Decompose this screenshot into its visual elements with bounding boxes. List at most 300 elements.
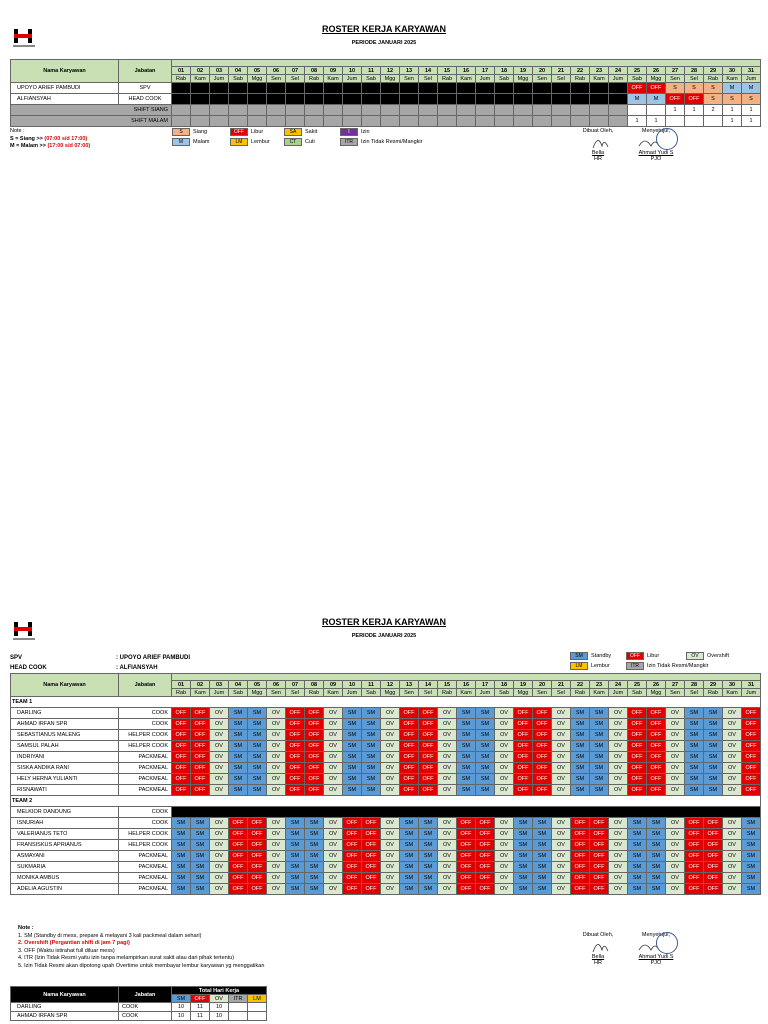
employee-job: PACKMEAL [119, 884, 172, 895]
shift-cell: SM [172, 873, 191, 884]
shift-cell: OV [381, 730, 400, 741]
shift-cell: OV [438, 763, 457, 774]
shift-cell: SM [514, 840, 533, 851]
shift-cell: SM [362, 719, 381, 730]
note-siang-time: (07:00 s/d 17:00) [44, 135, 88, 142]
shift-cell: OV [666, 774, 685, 785]
shift-cell: OFF [400, 774, 419, 785]
count-cell [590, 105, 609, 116]
day-number: 23 [590, 681, 609, 689]
shift-cell: OV [495, 741, 514, 752]
count-cell [267, 116, 286, 127]
count-cell [590, 116, 609, 127]
shift-cell [172, 94, 191, 105]
count-cell [248, 116, 267, 127]
shift-cell: OV [666, 851, 685, 862]
weekday: Sel [286, 689, 305, 697]
shift-cell: SM [628, 873, 647, 884]
shift-cell: SM [419, 873, 438, 884]
shift-cell: OV [552, 862, 571, 873]
shift-cell [267, 83, 286, 94]
shift-cell: SM [362, 708, 381, 719]
count-cell [609, 116, 628, 127]
shift-cell: OV [723, 719, 742, 730]
shift-siang-row-label: SHIFT SIANG [11, 105, 172, 116]
shift-cell [229, 83, 248, 94]
weekday: Mgg [647, 75, 666, 83]
shift-cell: S [742, 94, 761, 105]
day-number: 13 [400, 681, 419, 689]
shift-cell: SM [647, 818, 666, 829]
day-number: 14 [419, 681, 438, 689]
employee-job: COOK [119, 818, 172, 829]
shift-cell: OFF [647, 785, 666, 796]
shift-cell: OFF [647, 741, 666, 752]
count-cell [457, 116, 476, 127]
summary-value [248, 1003, 267, 1012]
shift-cell [590, 83, 609, 94]
employee-job: COOK [119, 708, 172, 719]
shift-cell: SM [571, 752, 590, 763]
shift-cell: OV [495, 851, 514, 862]
shift-cell: OFF [628, 763, 647, 774]
employee-name: SISKA ANDIKA RANI [11, 763, 119, 774]
count-cell [419, 105, 438, 116]
shift-cell: OFF [172, 741, 191, 752]
shift-cell: SM [343, 752, 362, 763]
shift-cell: OFF [400, 708, 419, 719]
shift-cell: OFF [286, 785, 305, 796]
legend-code: OFF [626, 652, 644, 660]
shift-cell: OV [495, 730, 514, 741]
day-number: 02 [191, 681, 210, 689]
shift-cell: OV [381, 774, 400, 785]
shift-cell: SM [704, 752, 723, 763]
shift-cell: OFF [628, 774, 647, 785]
shift-cell: OV [666, 818, 685, 829]
shift-cell: OV [438, 774, 457, 785]
count-cell: 1 [685, 105, 704, 116]
shift-cell: OV [381, 785, 400, 796]
shift-cell: OV [609, 763, 628, 774]
weekday: Rab [172, 75, 191, 83]
shift-cell [495, 94, 514, 105]
shift-cell: OFF [172, 763, 191, 774]
shift-cell: SM [514, 829, 533, 840]
shift-cell: OV [438, 851, 457, 862]
shift-cell: OV [495, 719, 514, 730]
shift-cell: OFF [343, 851, 362, 862]
shift-cell: OV [210, 862, 229, 873]
shift-cell: OFF [590, 840, 609, 851]
shift-cell: SM [514, 851, 533, 862]
shift-cell: OV [324, 785, 343, 796]
employee-name: AHMAD IRFAN SPR [11, 719, 119, 730]
shift-cell: OV [495, 763, 514, 774]
day-number: 06 [267, 681, 286, 689]
shift-cell: OFF [590, 829, 609, 840]
weekday: Kam [324, 689, 343, 697]
shift-cell: SM [647, 829, 666, 840]
shift-cell: OV [381, 752, 400, 763]
shift-cell: SM [419, 884, 438, 895]
shift-cell [191, 94, 210, 105]
note-malam-time: (17:00 s/d 07:00) [47, 143, 91, 149]
day-number: 10 [343, 681, 362, 689]
shift-cell: OFF [172, 785, 191, 796]
shift-cell: OV [324, 774, 343, 785]
shift-cell: OFF [457, 818, 476, 829]
weekday: Rab [438, 689, 457, 697]
employee-job: SPV [119, 83, 172, 94]
day-number: 25 [628, 681, 647, 689]
approved-by-name: Ahmad Yudi S [638, 150, 674, 156]
day-number: 24 [609, 67, 628, 75]
shift-cell [324, 94, 343, 105]
day-number: 03 [210, 67, 229, 75]
shift-cell: SM [742, 829, 761, 840]
shift-cell: OV [324, 840, 343, 851]
shift-cell: SM [476, 785, 495, 796]
shift-cell: OFF [419, 774, 438, 785]
shift-cell [324, 83, 343, 94]
shift-cell: SM [590, 763, 609, 774]
weekday: Rab [571, 689, 590, 697]
shift-cell [438, 83, 457, 94]
shift-cell: SM [400, 873, 419, 884]
weekday: Kam [723, 689, 742, 697]
shift-cell: SM [590, 730, 609, 741]
employee-name: AHMAD IRFAN SPR [11, 1012, 119, 1021]
shift-cell: OFF [476, 884, 495, 895]
count-cell [552, 105, 571, 116]
shift-cell: OFF [172, 730, 191, 741]
column-header-name: Nama Karyawan [11, 60, 119, 83]
day-number: 19 [514, 681, 533, 689]
shift-cell: OV [210, 818, 229, 829]
day-number: 09 [324, 67, 343, 75]
count-cell [210, 105, 229, 116]
summary-value [229, 1012, 248, 1021]
legend-label: Lembur [251, 139, 270, 145]
shift-cell [400, 94, 419, 105]
shift-cell: OV [609, 785, 628, 796]
note-line: 2. Overshift (Pergantian shift di jam 7 pagi) [18, 940, 130, 946]
shift-cell: SM [419, 818, 438, 829]
shift-cell: SM [362, 741, 381, 752]
approved-by-label-2: Menyetujui, [641, 932, 671, 938]
shift-cell: S [666, 83, 685, 94]
note-block [10, 128, 170, 151]
legend-code: SM [570, 652, 588, 660]
employee-name: ISNURIAH [11, 818, 119, 829]
shift-cell: SM [647, 862, 666, 873]
shift-cell: OV [666, 873, 685, 884]
shift-cell: SM [647, 884, 666, 895]
day-number: 12 [381, 67, 400, 75]
shift-cell: SM [590, 785, 609, 796]
weekday: Sel [419, 75, 438, 83]
shift-cell: OFF [362, 829, 381, 840]
shift-cell: SM [647, 840, 666, 851]
count-cell [495, 105, 514, 116]
stamp-2 [630, 938, 682, 954]
shift-cell: SM [305, 840, 324, 851]
shift-cell: OV [723, 774, 742, 785]
shift-cell: OFF [476, 851, 495, 862]
period-subtitle-2: PERIODE JANUARI 2025 [351, 633, 417, 639]
day-number: 16 [457, 67, 476, 75]
spv-label: SPV [10, 655, 23, 661]
shift-cell: OFF [248, 840, 267, 851]
shift-cell: SM [476, 763, 495, 774]
day-number: 01 [172, 681, 191, 689]
note-siang: S = Siang >> [10, 135, 45, 142]
shift-cell: OV [324, 708, 343, 719]
weekday: Kam [457, 689, 476, 697]
shift-cell: SM [628, 818, 647, 829]
employee-name: DARLING [11, 1003, 119, 1012]
shift-cell: SM [191, 873, 210, 884]
column-header-name: Nama Karyawan [11, 987, 119, 1003]
shift-cell: SM [362, 785, 381, 796]
employee-job: HELPER COOK [119, 829, 172, 840]
weekday: Mgg [381, 75, 400, 83]
shift-cell: SM [419, 862, 438, 873]
day-number: 11 [362, 681, 381, 689]
shift-cell: SM [172, 862, 191, 873]
shift-cell: SM [590, 752, 609, 763]
company-stamp-icon [656, 128, 678, 150]
summary-value: 10 [172, 1003, 191, 1012]
count-cell [552, 116, 571, 127]
shift-cell: SM [704, 741, 723, 752]
shift-cell: SM [419, 829, 438, 840]
shift-cell: OV [438, 884, 457, 895]
count-cell [609, 105, 628, 116]
shift-cell: SM [476, 708, 495, 719]
weekday: Rab [438, 75, 457, 83]
weekday: Sen [666, 689, 685, 697]
shift-cell: SM [248, 730, 267, 741]
shift-cell: OV [267, 785, 286, 796]
shift-cell: OV [723, 862, 742, 873]
count-cell [343, 105, 362, 116]
employee-job: COOK [119, 1012, 172, 1021]
shift-cell: OFF [514, 708, 533, 719]
shift-cell: OV [438, 752, 457, 763]
shift-cell: OFF [685, 862, 704, 873]
shift-cell [514, 94, 533, 105]
team-label: TEAM 1 [11, 697, 761, 708]
day-number: 21 [552, 67, 571, 75]
shift-cell: OV [609, 719, 628, 730]
summary-value: 10 [172, 1012, 191, 1021]
shift-cell: SM [704, 708, 723, 719]
shift-cell: SM [400, 884, 419, 895]
signature-made [575, 128, 621, 162]
shift-cell: OFF [362, 873, 381, 884]
weekday: Jum [609, 689, 628, 697]
count-cell [248, 105, 267, 116]
shift-cell: OV [552, 840, 571, 851]
shift-cell: SM [343, 730, 362, 741]
legend-label: Izin Tidak Resmi/Mangkir [361, 139, 423, 145]
shift-cell: SM [533, 840, 552, 851]
shift-cell: SM [172, 840, 191, 851]
shift-cell: OV [438, 840, 457, 851]
day-number: 29 [704, 67, 723, 75]
weekday: Sen [533, 75, 552, 83]
weekday: Sen [666, 75, 685, 83]
shift-cell: SM [533, 818, 552, 829]
day-number: 07 [286, 681, 305, 689]
shift-cell: OV [324, 884, 343, 895]
shift-cell: OFF [685, 94, 704, 105]
shift-cell: OFF [286, 774, 305, 785]
shift-cell: OV [210, 719, 229, 730]
shift-cell: OV [381, 708, 400, 719]
weekday: Sab [495, 689, 514, 697]
count-cell [267, 105, 286, 116]
shift-cell: SM [704, 774, 723, 785]
shift-cell: OV [210, 873, 229, 884]
shift-cell: OFF [685, 818, 704, 829]
shift-cell: OV [267, 763, 286, 774]
weekday: Mgg [647, 689, 666, 697]
shift-cell: OV [210, 752, 229, 763]
day-number: 08 [305, 681, 324, 689]
note-line: 5. Izin Tidak Resmi akan dipotong upah Overtime untuk membayar lembur karyawan yg menggatikan [18, 962, 265, 969]
shift-cell: OFF [647, 774, 666, 785]
count-cell [191, 105, 210, 116]
shift-cell: OFF [191, 730, 210, 741]
made-by-label: Dibuat Oleh, [582, 128, 614, 134]
employee-job: PACKMEAL [119, 851, 172, 862]
shift-cell: OFF [590, 818, 609, 829]
shift-cell [381, 83, 400, 94]
shift-cell: OV [552, 851, 571, 862]
weekday: Rab [571, 75, 590, 83]
count-cell [381, 116, 400, 127]
employee-name: ADELIA AGUSTIN [11, 884, 119, 895]
day-number: 05 [248, 67, 267, 75]
summary-value: 11 [191, 1012, 210, 1021]
shift-cell: OFF [533, 719, 552, 730]
shift-cell: SM [533, 884, 552, 895]
count-cell [476, 116, 495, 127]
weekday: Rab [172, 689, 191, 697]
weekday: Jum [343, 689, 362, 697]
shift-cell: M [742, 83, 761, 94]
legend-item [570, 652, 611, 660]
shift-cell: OV [609, 851, 628, 862]
shift-cell: OV [324, 741, 343, 752]
shift-cell [381, 94, 400, 105]
count-cell [286, 116, 305, 127]
shift-cell: SM [343, 708, 362, 719]
shift-cell: OFF [229, 829, 248, 840]
employee-job: HELPER COOK [119, 741, 172, 752]
shift-cell: OFF [419, 763, 438, 774]
weekday: Kam [191, 75, 210, 83]
weekday: Kam [324, 75, 343, 83]
page-title: ROSTER KERJA KARYAWAN [321, 24, 447, 34]
shift-cell: SM [742, 873, 761, 884]
shift-cell: OV [267, 774, 286, 785]
shift-cell: OV [495, 785, 514, 796]
weekday: Kam [457, 75, 476, 83]
month-header [172, 60, 761, 67]
shift-cell: OFF [343, 840, 362, 851]
shift-cell [457, 83, 476, 94]
signature-scribble-2 [575, 938, 621, 954]
shift-cell: OFF [704, 851, 723, 862]
shift-cell: OV [495, 884, 514, 895]
weekday: Sen [400, 689, 419, 697]
shift-cell [571, 83, 590, 94]
shift-cell: OFF [742, 730, 761, 741]
legend-code: ITR [340, 138, 358, 146]
shift-cell: OFF [533, 774, 552, 785]
shift-cell: SM [229, 730, 248, 741]
shift-cell: SM [191, 851, 210, 862]
shift-cell: SM [685, 741, 704, 752]
shift-cell: OV [438, 730, 457, 741]
shift-cell: OFF [229, 873, 248, 884]
shift-cell: SM [742, 884, 761, 895]
legend-code: OFF [230, 128, 248, 136]
employee-job: COOK [119, 719, 172, 730]
shift-cell: SM [191, 829, 210, 840]
shift-cell: OFF [628, 708, 647, 719]
shift-cell: OV [210, 708, 229, 719]
shift-cell: OV [324, 818, 343, 829]
employee-name: RISNAWATI [11, 785, 119, 796]
shift-cell: OV [552, 884, 571, 895]
shift-cell: SM [248, 763, 267, 774]
shift-cell: OV [381, 873, 400, 884]
legend-item [626, 652, 659, 660]
shift-cell: OFF [172, 752, 191, 763]
legend-item [284, 128, 317, 136]
count-cell: 2 [704, 105, 723, 116]
count-cell [229, 116, 248, 127]
day-number: 07 [286, 67, 305, 75]
shift-cell: SM [514, 884, 533, 895]
shift-cell: OV [609, 730, 628, 741]
shift-cell: OFF [590, 851, 609, 862]
shift-cell: OFF [362, 840, 381, 851]
shift-cell: OFF [647, 763, 666, 774]
shift-cell: OFF [248, 829, 267, 840]
shift-cell: OV [666, 763, 685, 774]
page-title-2: ROSTER KERJA KARYAWAN [321, 617, 447, 627]
shift-cell: OFF [685, 851, 704, 862]
shift-cell: OFF [514, 730, 533, 741]
legend-item [626, 662, 708, 670]
shift-cell: OFF [628, 741, 647, 752]
shift-cell: SM [419, 840, 438, 851]
note-label: Note : [10, 128, 25, 134]
shift-cell: OFF [362, 818, 381, 829]
shift-cell: SM [400, 840, 419, 851]
legend-label: Izin Tidak Resmi/Mangkir [647, 663, 709, 669]
day-number: 02 [191, 67, 210, 75]
shift-siang-row [11, 105, 761, 116]
shift-cell: OFF [305, 708, 324, 719]
employee-name: ASMAYANI [11, 851, 119, 862]
